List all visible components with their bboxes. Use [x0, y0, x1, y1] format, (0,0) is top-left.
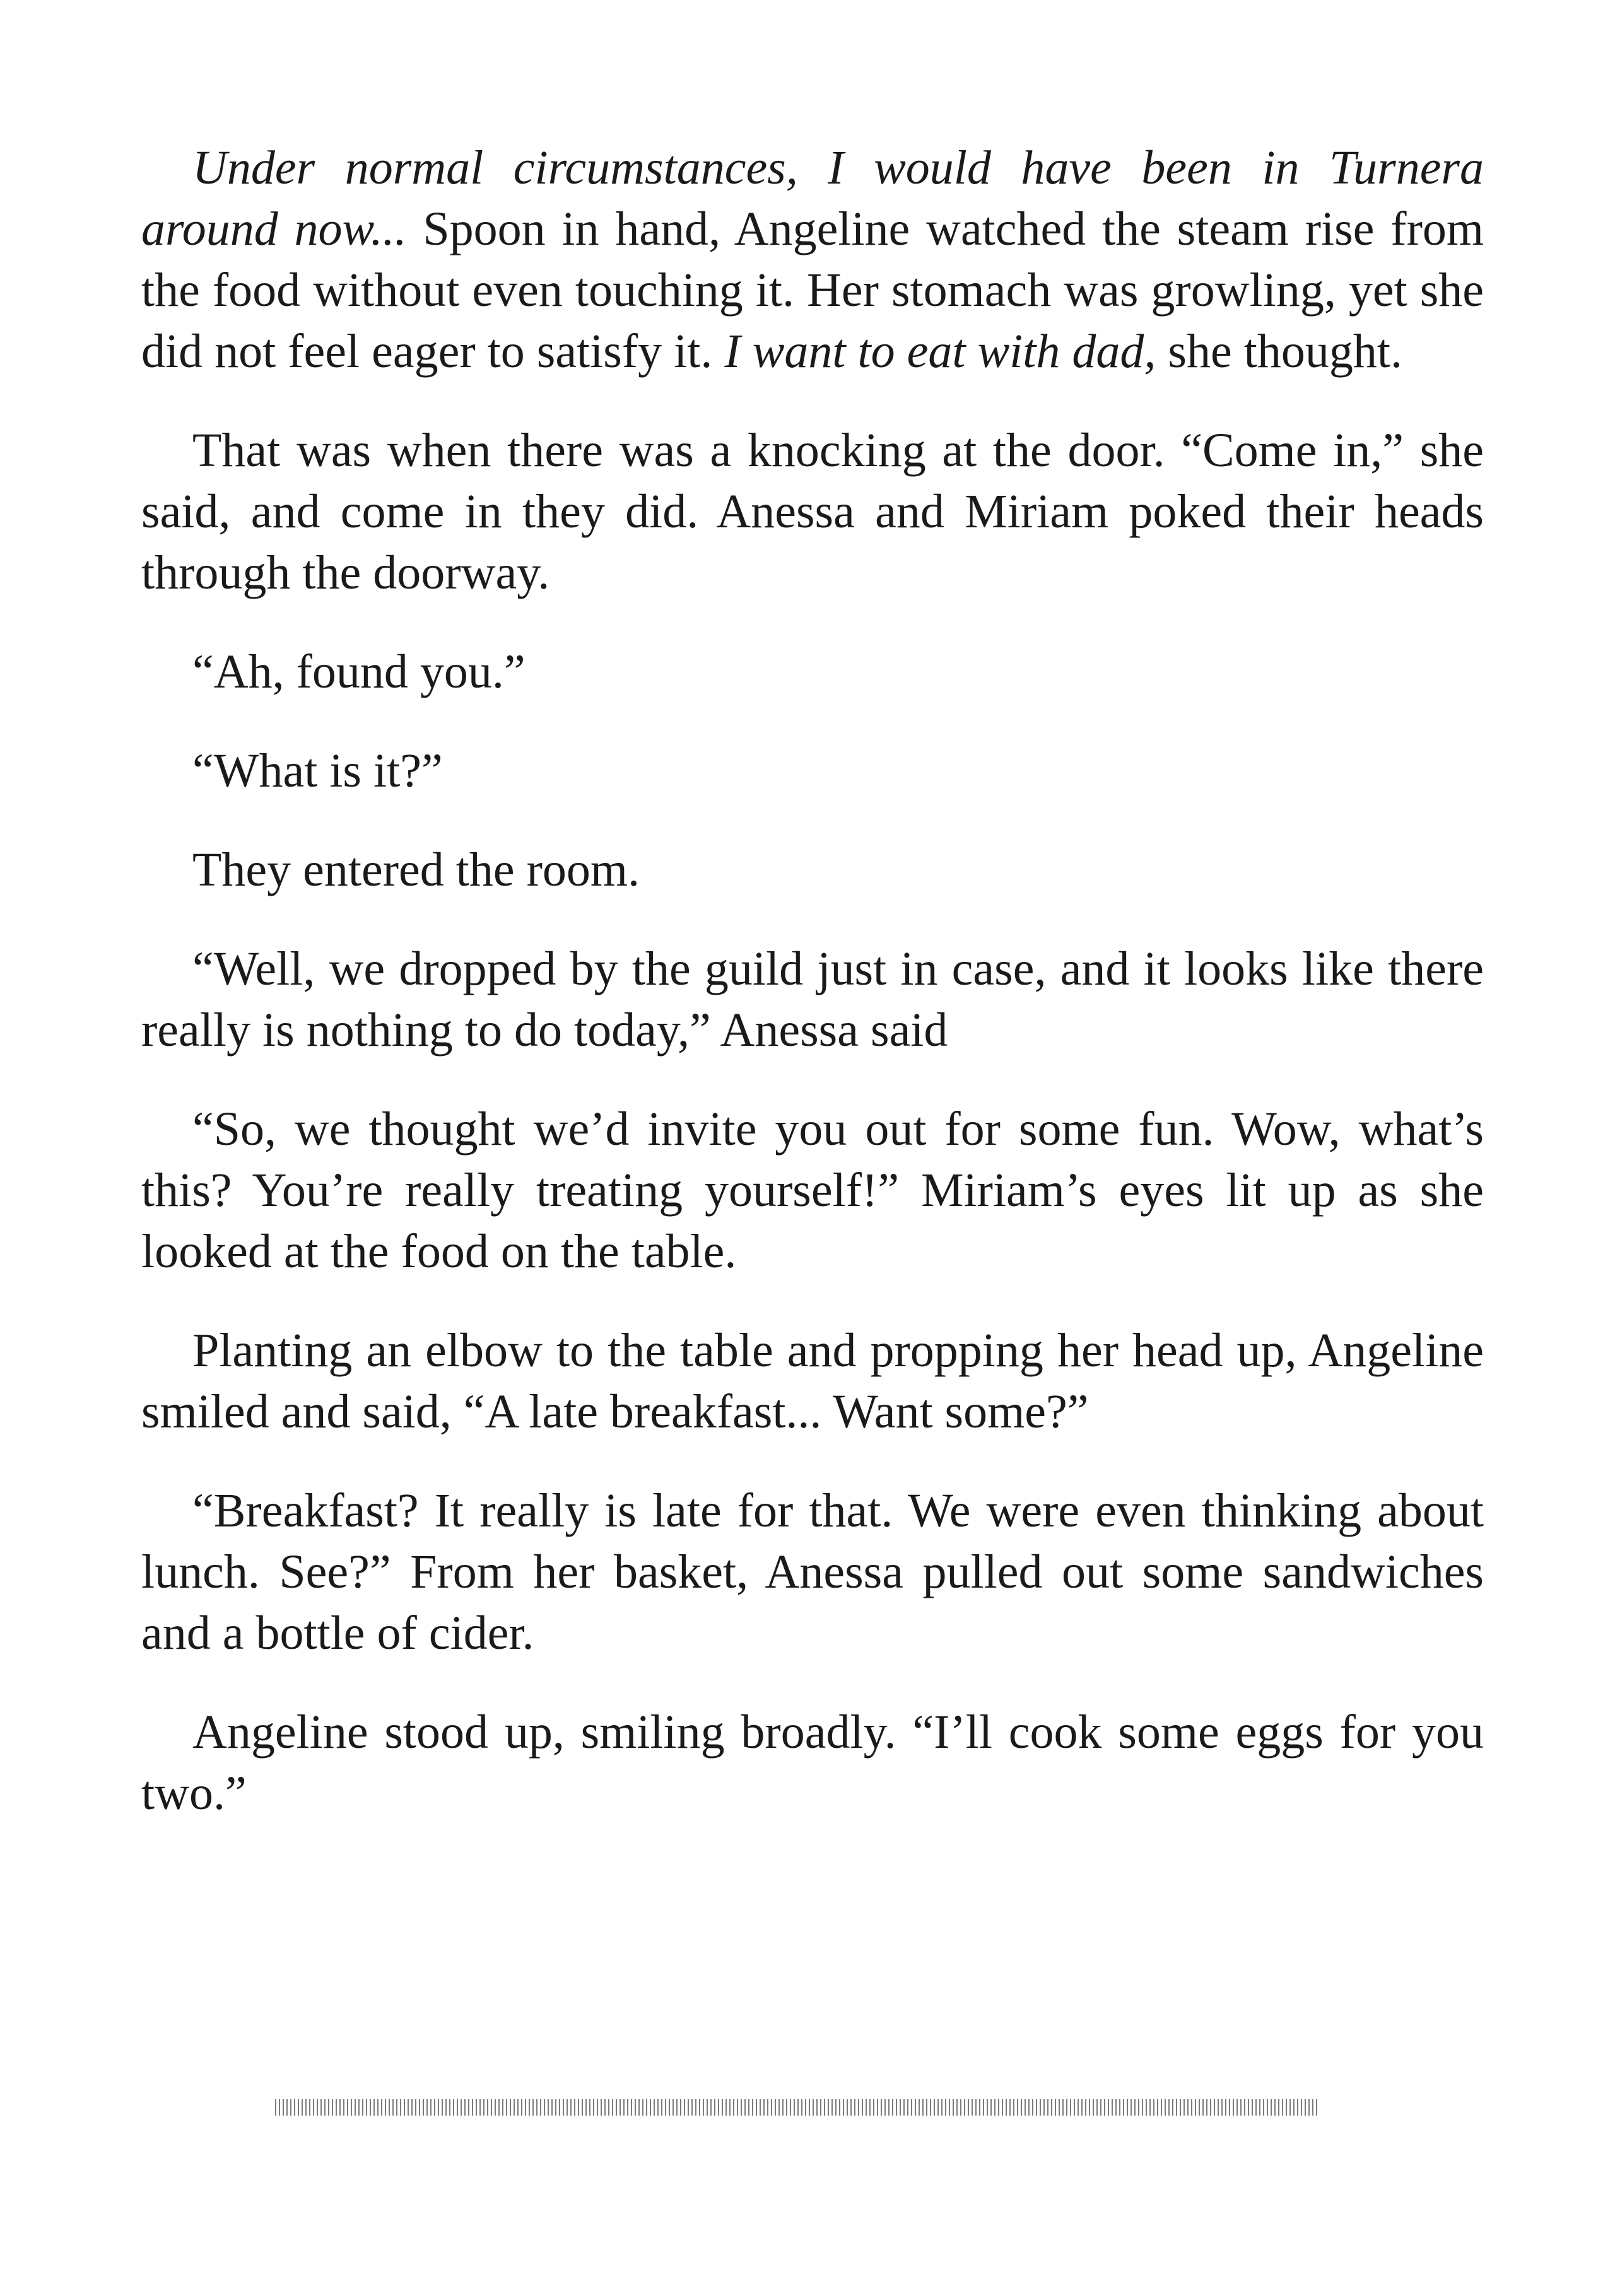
paragraph-10: Angeline stood up, smiling broadly. “I’ll cook some eggs for you two.”	[141, 1706, 1484, 1820]
paragraph-2: That was when there was a knocking at the door. “Come in,” she said, and come in they did. Anessa and Miriam poked their heads through the doorway.	[141, 424, 1484, 599]
paragraph-6: “Well, we dropped by the guild just in case, and it looks like there really is nothing to do today,” Anessa said	[141, 942, 1484, 1057]
paragraph-5: They entered the room.	[192, 843, 640, 896]
paragraph-4: “What is it?”	[192, 744, 443, 797]
paragraph-8: Planting an elbow to the table and propping her head up, Angeline smiled and said, “A late breakfast... Want some?”	[141, 1324, 1484, 1438]
paragraph-7: “So, we thought we’d invite you out for some fun. Wow, what’s this? You’re really treating yourself!” Miriam’s eyes lit up as she looked at the food on the table.	[141, 1103, 1484, 1278]
paragraph-9: “Breakfast? It really is late for that. We were even thinking about lunch. See?” From her basket, Anessa pulled out some sandwiches and a bottle of cider.	[141, 1484, 1484, 1660]
paragraph-1-italic-close: I want to eat with dad,	[724, 325, 1156, 378]
paragraph-1-italic-open: Under normal circumstances, I would have been in Turnera around now...	[141, 141, 1484, 255]
paragraph-1-tail: she thought.	[1156, 325, 1402, 378]
paragraph-1	[141, 138, 1484, 382]
page-body	[141, 138, 1484, 1824]
paragraph-3: “Ah, found you.”	[192, 645, 526, 698]
scene-break-ornament-icon	[275, 2099, 1317, 2116]
paragraph-1-text: Spoon in hand, Angeline watched the steam rise from the food without even touching it. Her stomach was growling, yet she did not feel eager to satisfy it.	[141, 202, 1484, 378]
